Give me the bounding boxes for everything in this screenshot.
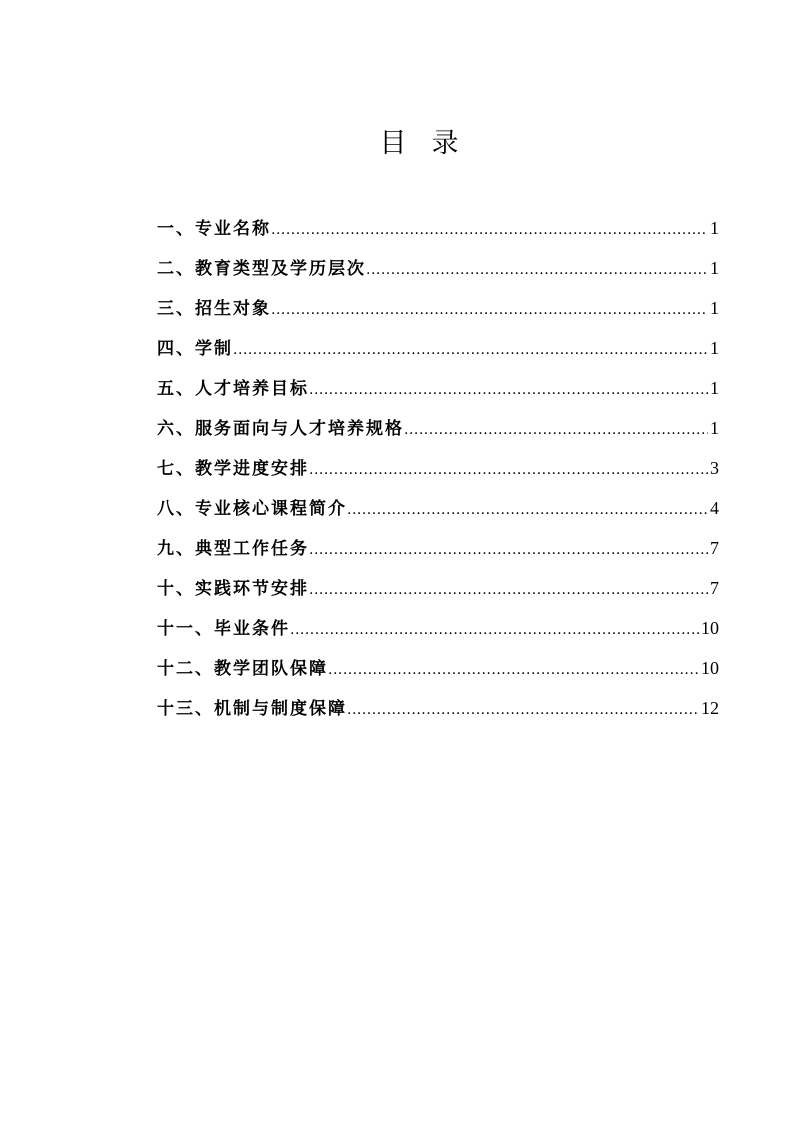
toc-entry-label: 三、招生对象 (157, 299, 271, 319)
toc-page-number: 7 (710, 578, 719, 598)
toc-entry-label: 八、专业核心课程简介 (157, 499, 347, 519)
toc-entry-label: 一、专业名称 (157, 219, 271, 239)
toc-entry[interactable] (157, 648, 719, 688)
toc-dot-leader (271, 210, 708, 250)
toc-dot-leader (347, 690, 699, 730)
toc-entry-label: 二、教育类型及学历层次 (157, 259, 366, 279)
toc-entry-label: 十、实践环节安排 (157, 579, 309, 599)
toc-entry[interactable] (157, 488, 719, 528)
toc-entry[interactable] (157, 248, 719, 288)
toc-page-number: 1 (710, 338, 719, 358)
toc-title (0, 124, 794, 164)
toc-entry[interactable] (157, 448, 719, 488)
toc-page-number: 1 (710, 418, 719, 438)
toc-page-number: 12 (701, 698, 719, 718)
toc-page-number: 1 (710, 218, 719, 238)
toc-dot-leader (404, 410, 708, 450)
toc-dot-leader (309, 530, 708, 570)
toc-entry-label: 十一、毕业条件 (157, 619, 290, 639)
toc-entry-label: 四、学制 (157, 339, 233, 359)
toc-entry-label: 十二、教学团队保障 (157, 659, 328, 679)
table-of-contents (157, 208, 719, 728)
toc-page-number: 1 (710, 378, 719, 398)
toc-dot-leader (309, 450, 708, 490)
toc-dot-leader (233, 330, 708, 370)
toc-title-char-2: 录 (431, 128, 459, 159)
toc-entry[interactable] (157, 568, 719, 608)
toc-entry[interactable] (157, 688, 719, 728)
toc-entry[interactable] (157, 288, 719, 328)
toc-entry[interactable] (157, 528, 719, 568)
toc-entry[interactable] (157, 408, 719, 448)
toc-page-number: 1 (710, 298, 719, 318)
toc-dot-leader (328, 650, 699, 690)
toc-page-number: 7 (710, 538, 719, 558)
toc-title-char-1: 目 (379, 128, 407, 159)
toc-entry-label: 十三、机制与制度保障 (157, 699, 347, 719)
toc-entry[interactable] (157, 608, 719, 648)
toc-entry-label: 六、服务面向与人才培养规格 (157, 419, 404, 439)
toc-dot-leader (309, 570, 708, 610)
toc-entry-label: 五、人才培养目标 (157, 379, 309, 399)
toc-entry[interactable] (157, 368, 719, 408)
toc-page-number: 4 (710, 498, 719, 518)
toc-dot-leader (347, 490, 708, 530)
toc-entry-label: 七、教学进度安排 (157, 459, 309, 479)
toc-entry[interactable] (157, 208, 719, 248)
toc-page-number: 1 (710, 258, 719, 278)
toc-page-number: 10 (701, 658, 719, 678)
toc-page-number: 10 (701, 618, 719, 638)
toc-page-number: 3 (710, 458, 719, 478)
toc-entry-label: 九、典型工作任务 (157, 539, 309, 559)
toc-dot-leader (290, 610, 699, 650)
toc-dot-leader (366, 250, 708, 290)
toc-dot-leader (309, 370, 708, 410)
toc-dot-leader (271, 290, 708, 330)
toc-entry[interactable] (157, 328, 719, 368)
